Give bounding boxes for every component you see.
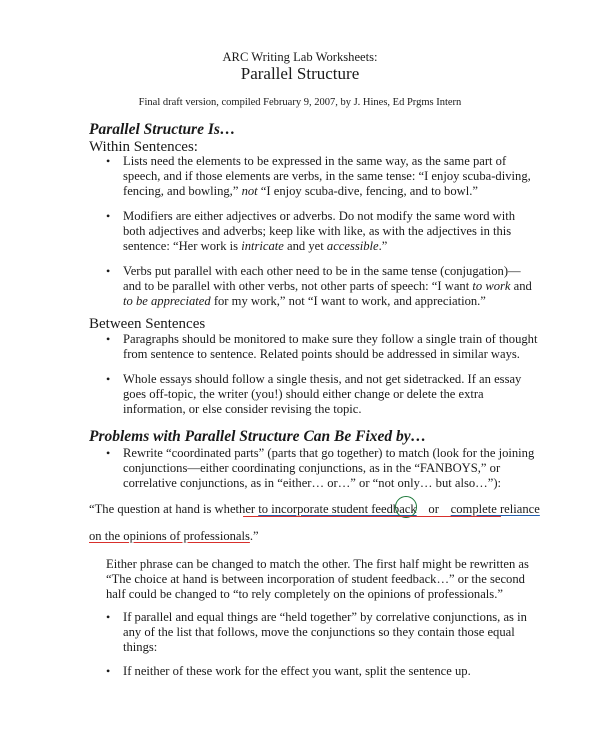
bullet-verbs-line: to be appreciated for my work,” not “I want to work, and appreciation.” (123, 294, 486, 308)
bullet-icon: • (106, 664, 111, 678)
example-sentence: “The question at hand is whether to incorporate student feedback or complete reliance (89, 502, 540, 516)
bullet-icon: • (106, 209, 111, 223)
explanation-line: Either phrase can be changed to match the other. The first half might be rewritten as (106, 557, 529, 571)
bullet-icon: • (106, 610, 111, 624)
page-title: Parallel Structure (240, 64, 360, 83)
bullet-rewrite-line: correlative conjunctions, as in “either… or…” or “not only… but also…”): (123, 476, 502, 490)
explanation-line: “The choice at hand is between incorporation of student feedback…” or the second (106, 572, 525, 586)
bullet-icon: • (106, 446, 111, 460)
phrase-two: complete reliance (450, 502, 540, 516)
bullet-essays-line: information, or else consider revising the topic. (123, 402, 362, 416)
bullet-split-line: If neither of these work for the effect you want, split the sentence up. (123, 664, 471, 678)
bullet-lists-line: Lists need the elements to be expressed in the same way, as the same part of (123, 154, 507, 168)
bullet-essays-line: goes off-topic, the writer (you!) should either change or delete the extra (123, 387, 484, 401)
bullet-icon: • (106, 154, 111, 168)
bullet-rewrite-line: conjunctions—either coordinating conjunctions, as in the “FANBOYS,” or (123, 461, 501, 475)
bullet-icon: • (106, 372, 111, 386)
red-underline-annotation (243, 516, 501, 517)
conjunction: or (428, 502, 439, 516)
bullet-modifiers-line: Modifiers are either adjectives or adverbs. Do not modify the same word with (123, 209, 516, 223)
bullet-verbs-line: Verbs put parallel with each other need to be in the same tense (conjugation)— (123, 264, 521, 278)
conjunction-circle-annotation (395, 496, 417, 518)
phrase-one: to incorporate student feedback (258, 502, 417, 516)
example-sentence-continued: on the opinions of professionals.” (89, 529, 259, 543)
bullet-icon: • (106, 264, 111, 278)
bullet-rewrite-line: Rewrite “coordinated parts” (parts that go together) to match (look for the joining (123, 446, 535, 460)
bullet-icon: • (106, 332, 111, 346)
bullet-paragraphs-line: from sentence to sentence. Related points should be addressed in similar ways. (123, 347, 520, 361)
bullet-modifiers-line: sentence: “Her work is intricate and yet accessible.” (123, 239, 388, 253)
bullet-modifiers-line: both adjectives and adverbs; keep like with like, as with the adjectives in this (123, 224, 512, 238)
section-heading-definition: Parallel Structure Is… (89, 121, 236, 138)
bullet-lists-line: speech, and if those elements are verbs, in the same tense: “I enjoy scuba-diving, (123, 169, 531, 183)
bullet-lists-line: fencing, and bowling,” not “I enjoy scuba-dive, fencing, and to bowl.” (123, 184, 478, 198)
bullet-correlative-line: things: (123, 640, 158, 654)
bullet-paragraphs-line: Paragraphs should be monitored to make sure they follow a single train of thought (123, 332, 538, 346)
worksheet-subtitle: ARC Writing Lab Worksheets: (222, 50, 378, 64)
explanation-line: half could be changed to “to rely completely on the opinions of professionals.” (106, 587, 503, 601)
bullet-correlative-line: If parallel and equal things are “held together” by correlative conjunctions, as in (123, 610, 527, 624)
bullet-essays-line: Whole essays should follow a single thesis, and not get sidetracked. If an essay (123, 372, 522, 386)
subheading-between-sentences: Between Sentences (89, 316, 206, 332)
bullet-verbs-line: and to be parallel with other verbs, not other parts of speech: “I want to work and (123, 279, 532, 293)
section-heading-fixes: Problems with Parallel Structure Can Be Fixed by… (89, 428, 427, 445)
byline: Final draft version, compiled February 9, 2007, by J. Hines, Ed Prgms Intern (138, 97, 462, 108)
subheading-within-sentences: Within Sentences: (89, 139, 198, 155)
bullet-correlative-line: any of the list that follows, move the conjunctions so they contain those equal (123, 625, 515, 639)
